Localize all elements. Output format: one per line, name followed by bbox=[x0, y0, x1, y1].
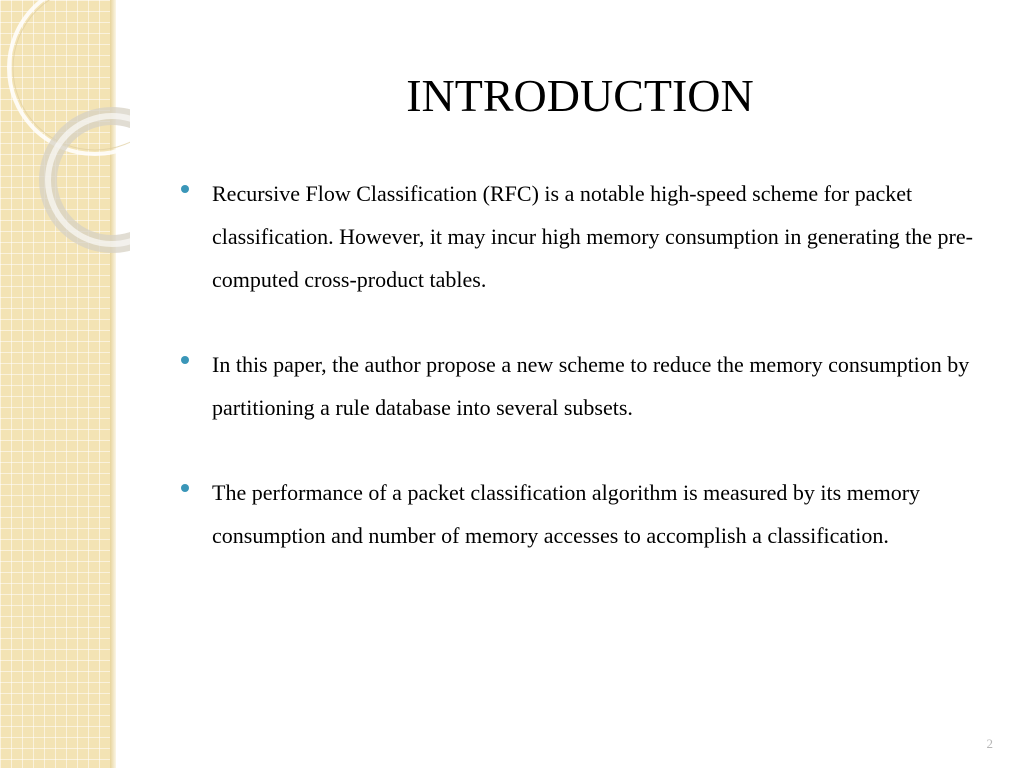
bullet-dot-icon bbox=[181, 185, 189, 193]
bullet-item bbox=[180, 343, 990, 429]
decorative-rings bbox=[0, 0, 130, 260]
bullet-text: The performance of a packet classification algorithm is measured by its memory consumption and number of memory accesses to accomplish a classification. bbox=[212, 480, 921, 548]
page-number: 2 bbox=[986, 736, 993, 751]
bullet-list bbox=[180, 172, 990, 599]
bullet-item bbox=[180, 172, 990, 301]
slide-title: INTRODUCTION bbox=[406, 70, 754, 121]
bullet-dot-icon bbox=[181, 356, 189, 364]
bullet-item bbox=[180, 471, 990, 557]
bullet-dot-icon bbox=[181, 484, 189, 492]
bullet-text: In this paper, the author propose a new scheme to reduce the memory consumption by partitioning a rule database into several subsets. bbox=[212, 352, 970, 420]
bullet-text: Recursive Flow Classification (RFC) is a notable high-speed scheme for packet classification. However, it may incur high memory consumption in generating the pre-computed cross-product tables. bbox=[212, 181, 973, 292]
